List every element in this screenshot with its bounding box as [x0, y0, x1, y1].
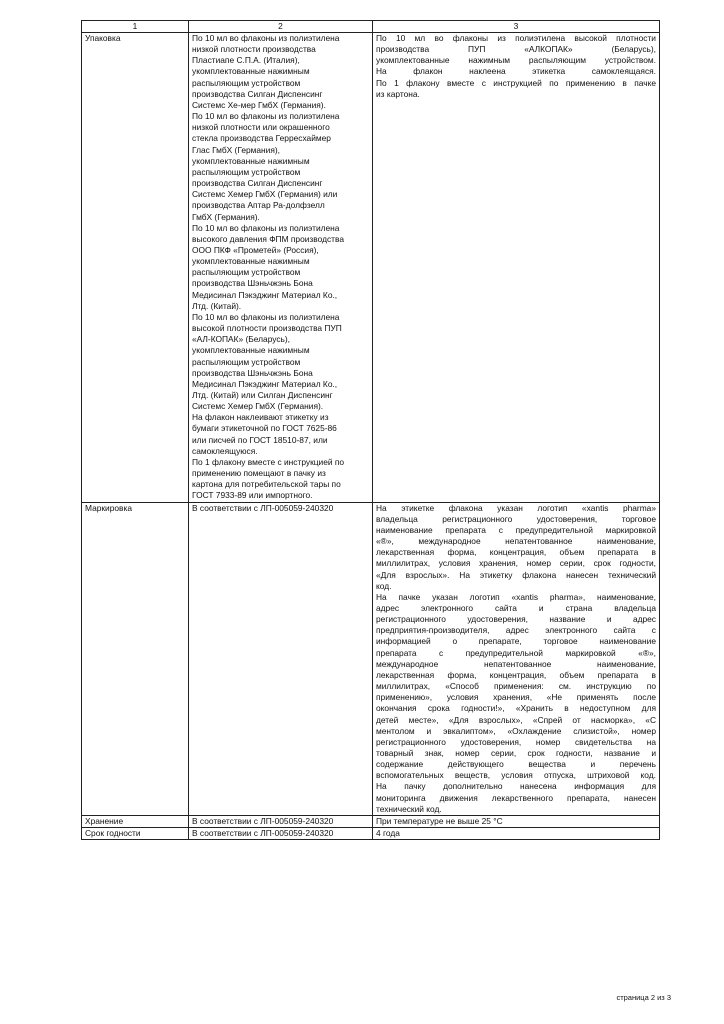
text-line: распыляющим устройством [192, 166, 301, 177]
text-line: Лтд. (Китай). [192, 300, 242, 311]
text-line: низкой плотности производства [192, 44, 316, 55]
text-line: вспомогательных веществ, условия отпуска, штриховой код. [376, 770, 656, 781]
text-block [192, 33, 369, 502]
row-packaging [82, 33, 660, 503]
row-storage [82, 815, 660, 827]
text-line: код. [376, 580, 392, 591]
text-line: укомплектованные нажимным [192, 345, 310, 356]
text-line: ментолом и эвкалиптом», «Охлаждение слизистой», номер [376, 725, 656, 736]
text-line: применению помещают в пачку из [192, 468, 326, 479]
text-line: лекарственная форма, концентрация, объем препарата в [376, 669, 656, 680]
text-line: «АЛ-КОПАК» (Беларусь), [192, 334, 291, 345]
text-line: По 1 флакону вместе с инструкцией по применению в пачке [376, 77, 656, 88]
text-line: Лтд. (Китай) или Силган Диспенсинг [192, 390, 333, 400]
row-label: Упаковка [82, 33, 189, 503]
text-line: На пачку дополнительно нанесена информация для [376, 781, 656, 792]
text-line: Глас ГмбХ (Германия), [192, 144, 281, 155]
row-shelf-life [82, 828, 660, 840]
text-block [376, 33, 656, 100]
text-line: укомплектованные нажимным [192, 66, 310, 77]
cell-col2 [189, 33, 373, 503]
header-col-3: 3 [373, 21, 660, 33]
text-line: самоклеящуюся. [192, 445, 258, 456]
text-line: низкой плотности или окрашенного [192, 122, 330, 133]
cell-col3: 4 года [373, 828, 660, 840]
text-line: На пачке указан логотип «xantis pharma», наименование, [376, 591, 656, 602]
text-line: предприятия-производителя, адрес электронного сайта с [376, 625, 656, 636]
cell-col2 [189, 502, 373, 815]
text-block [192, 503, 369, 514]
text-line: ГмбХ (Германия). [192, 211, 260, 222]
text-line: наименование препарата с предупредительной маркировкой [376, 524, 656, 535]
document-table [81, 20, 660, 840]
text-line: технический код. [376, 803, 442, 814]
text-line: Системс Хемер ГмбХ (Германия). [192, 401, 324, 412]
text-line: Медисинал Пэкэджинг Материал Ко., [192, 378, 338, 389]
text-line: высокого давления ФПМ производства [192, 233, 345, 244]
text-line: высокой плотности производства ПУП [192, 323, 342, 334]
text-line: миллилитрах, «Способ применения: см. инструкцию по [376, 681, 656, 692]
text-line: распыляющим устройством [192, 356, 301, 367]
text-line: ООО ПКФ «Прометей» (Россия), [192, 244, 319, 255]
text-line: Пластиапе С.П.А. (Италия), [192, 55, 300, 66]
row-label: Маркировка [82, 502, 189, 815]
page-number: страница 2 из 3 [616, 993, 671, 1002]
header-row [82, 21, 660, 33]
text-line: На флакон наклеивают этикетку из [192, 412, 329, 423]
cell-col3: При температуре не выше 25 °С [373, 815, 660, 827]
text-line: «Для взрослых». На этикетку флакона нанесен технический [376, 569, 656, 580]
text-line: В соответствии с ЛП-005059-240320 [192, 502, 334, 513]
text-line: ГОСТ 7933-89 или импортного. [192, 490, 313, 501]
text-line: регистрационного удостоверения, название и адрес [376, 614, 656, 625]
text-line: Медисинал Пэкэджинг Материал Ко., [192, 289, 338, 300]
text-line: «®», международное непатентованное наименование, [376, 536, 656, 547]
text-line: производства Аптар Ра-долфзелл [192, 200, 325, 211]
text-line: По 10 мл во флаконы из полиэтилена высокой плотности [376, 33, 656, 43]
text-line: содержание действующего вещества и перечень [376, 759, 656, 770]
text-line: мониторинга движения лекарственного препарата, нанесен [376, 792, 656, 803]
text-line: окончания срока годности!», «Хранить в недоступном для [376, 703, 656, 714]
text-line: укомплектованные нажимным [192, 155, 310, 166]
text-line: препарата с предупредительной маркировкой «®», [376, 647, 656, 658]
text-line: Системс Хемер ГмбХ (Германия) или [192, 189, 338, 200]
text-line: производства Силган Диспенсинг [192, 88, 323, 99]
text-line: регистрационного удостоверения, номер свидетельства на [376, 736, 656, 747]
text-line: лекарственная форма, концентрация, объем препарата в [376, 547, 656, 558]
text-line: По 10 мл во флаконы из полиэтилена [192, 222, 340, 233]
text-line: укомплектованные нажимным распыляющим устройством. [376, 55, 656, 66]
text-line: картона для потребительской тары по [192, 479, 341, 490]
text-line: По 10 мл во флаконы из полиэтилена [192, 33, 340, 43]
text-line: из картона. [376, 88, 420, 99]
text-line: укомплектованные нажимным [192, 256, 310, 267]
text-line: По 10 мл во флаконы из полиэтилена [192, 311, 340, 322]
text-line: На флакон наклеена этикетка самоклеящаяся. [376, 66, 656, 77]
text-line: производства Силган Диспенсинг [192, 178, 323, 189]
text-line: товарный знак, номер серии, срок годности, название и [376, 748, 656, 758]
text-line: детей месте», «Для взрослых», «Спрей от насморка», «С [376, 714, 656, 725]
text-line: бумаги этикеточной по ГОСТ 7625-86 [192, 423, 337, 434]
text-line: распыляющим устройством [192, 77, 301, 88]
cell-col3 [373, 33, 660, 503]
text-line: информацией о препарате, торговое наименование [376, 636, 656, 647]
cell-col2: В соответствии с ЛП-005059-240320 [189, 815, 373, 827]
text-line: На этикетке флакона указан логотип «xantis pharma» [376, 502, 656, 513]
row-label: Хранение [82, 815, 189, 827]
text-line: По 1 флакону вместе с инструкцией по [192, 456, 345, 467]
cell-col3 [373, 502, 660, 815]
text-line: миллилитрах, условия хранения, номер серии, срок годности, [376, 558, 656, 569]
cell-col2: В соответствии с ЛП-005059-240320 [189, 828, 373, 840]
text-line: международное непатентованное наименование, [376, 658, 656, 669]
row-marking [82, 502, 660, 815]
text-block [376, 503, 656, 815]
text-line: или писчей по ГОСТ 18510-87, или [192, 434, 328, 445]
text-line: По 10 мл во флаконы из полиэтилена [192, 111, 340, 122]
header-col-2: 2 [189, 21, 373, 33]
text-line: адрес электронного сайта и страна владельца [376, 602, 656, 613]
header-col-1: 1 [82, 21, 189, 33]
text-line: Системс Хе-мер ГмбХ (Германия). [192, 99, 326, 110]
text-line: распыляющим устройством [192, 267, 301, 278]
text-line: стекла производства Герресхаймер [192, 133, 331, 144]
text-line: производства Шэньчжэнь Бона [192, 367, 313, 378]
text-line: производства Шэньчжэнь Бона [192, 278, 313, 289]
text-line: владельца регистрационного удостоверения, торговое [376, 513, 656, 524]
text-line: применению», условия хранения, «Не применять после [376, 692, 656, 703]
row-label: Срок годности [82, 828, 189, 840]
text-line: производства ПУП «АЛКОПАК» (Беларусь), [376, 44, 656, 55]
